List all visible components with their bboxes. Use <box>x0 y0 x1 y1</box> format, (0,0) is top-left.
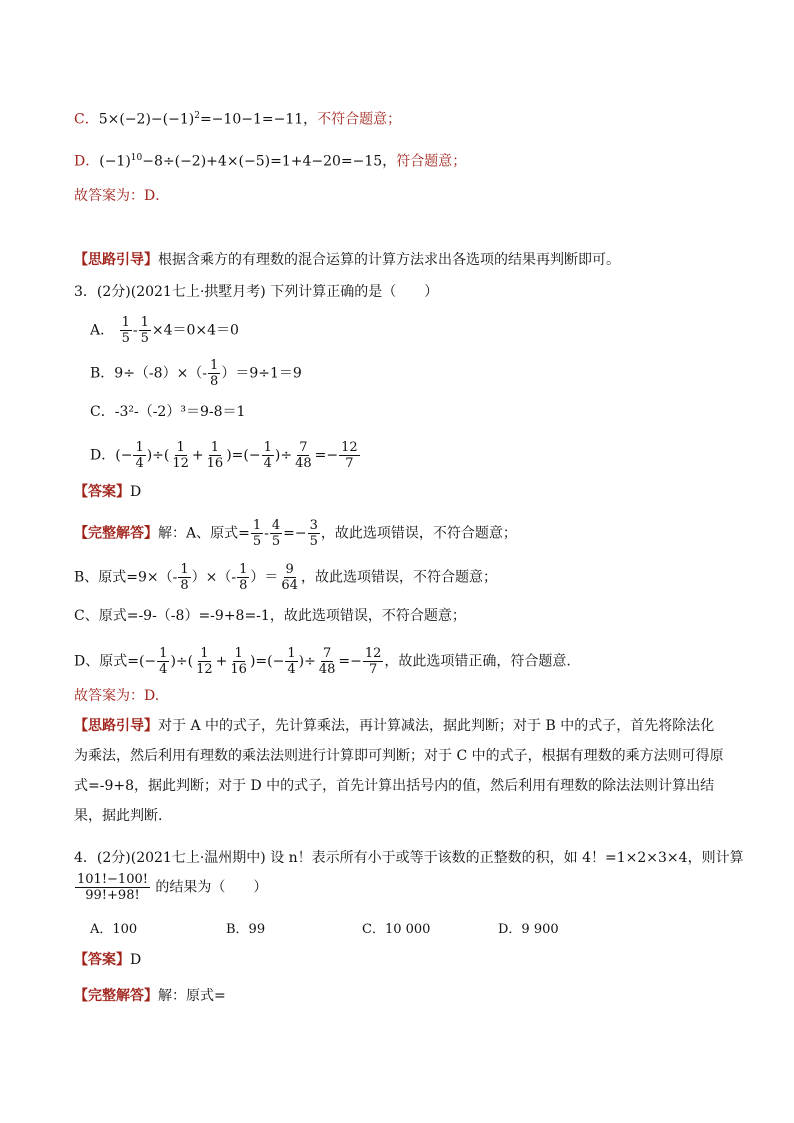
fraction: $\frac{1}{4}$ <box>287 646 296 677</box>
question-4-expression: $\frac{101!-100!}{99!+98!}$ 的结果为（ ） <box>77 872 268 903</box>
fraction: $\frac{12}{7}$ <box>364 646 382 677</box>
fraction: $\frac{1}{16}$ <box>206 440 224 471</box>
q3-solution-c: C、原式=-9-（-8）=-9+8=-1，故此选项错误，不符合题意； <box>74 608 466 624</box>
fraction: $\frac{101!-100!}{99!+98!}$ <box>77 872 148 903</box>
fraction: $\frac{1}{5}$ <box>252 518 262 549</box>
fraction: $\frac{9}{64}$ <box>281 562 298 593</box>
fraction: $\frac{1}{8}$ <box>180 562 189 593</box>
q4-choice-b: B．99 <box>226 922 266 937</box>
question-4-stem: 4．(2分)(2021七上·温州期中) 设 n！表示所有小于或等于该数的正整数的积，如 4！=1×2×3×4，则计算 <box>74 850 744 866</box>
q3-option-d: D．(− $\frac{1}{4}$ )÷( $\frac{1}{12}$ + $\frac{1}{16}$ )=(− $\frac{1}{4}$ )÷ $\frac{7}{48}$ =− $\frac{12}{7}$ <box>90 440 358 471</box>
q4-choice-c: C．10 000 <box>362 922 431 937</box>
q4-solution: 【完整解答】解：原式= <box>74 988 226 1004</box>
q4-choices <box>90 918 634 937</box>
fraction: $\frac{1}{12}$ <box>172 440 189 471</box>
fraction: $\frac{1}{5}$ <box>140 315 149 346</box>
fraction: $\frac{1}{8}$ <box>239 562 248 593</box>
fraction: $\frac{4}{5}$ <box>271 518 281 549</box>
fraction: $\frac{1}{12}$ <box>196 646 213 677</box>
q3-final-answer: 故答案为：D. <box>74 688 160 704</box>
q3-option-a: A． $\frac{1}{5}$ - $\frac{1}{5}$ ×4＝0×4＝0 <box>90 315 239 346</box>
q3-answer: 【答案】D <box>74 484 142 500</box>
q3-option-c: C．-3²-（-2）³＝9-8＝1 <box>90 404 246 420</box>
option-c-line: C．$5\times(-2)-(-1)^2=-10-1=-11$，不符合题意； <box>74 111 402 128</box>
fraction: $\frac{12}{7}$ <box>341 440 358 471</box>
fraction: $\frac{1}{4}$ <box>263 440 272 471</box>
fraction: $\frac{1}{4}$ <box>159 646 168 677</box>
q4-choice-d: D．9 900 <box>498 922 559 937</box>
fraction: $\frac{1}{4}$ <box>135 440 144 471</box>
fraction: $\frac{1}{5}$ <box>121 315 130 346</box>
fraction: $\frac{3}{5}$ <box>309 518 318 549</box>
q3-solution-d: D、原式=(− $\frac{1}{4}$ )÷( $\frac{1}{12}$ + $\frac{1}{16}$ )=(− $\frac{1}{4}$ )÷ $\frac{7}{48}$ =− $\frac{12}{7}$ ，故此选项错正确，符合题意. <box>74 646 571 677</box>
hint-line-1: 【思路引导】根据含乘方的有理数的混合运算的计算方法求出各选项的结果再判断即可。 <box>74 252 620 268</box>
q4-choice-a: A．100 <box>90 922 138 937</box>
fraction: $\frac{7}{48}$ <box>295 440 312 471</box>
q4-answer: 【答案】D <box>74 952 142 968</box>
option-d-line: D．$(-1)^{10}-8\div(-2)+4\times(-5)=1+4-20=-15$，符合题意； <box>74 153 467 170</box>
q3-solution-a: 【完整解答】解：A、原式= $\frac{1}{5}$ - $\frac{4}{5}$ =− $\frac{3}{5}$ ，故此选项错误，不符合题意； <box>74 518 517 549</box>
fraction: $\frac{7}{48}$ <box>318 646 336 677</box>
q3-solution-b: B、原式=9×（- $\frac{1}{8}$ ）×（- $\frac{1}{8}$ ）＝ $\frac{9}{64}$ ，故此选项错误，不符合题意； <box>74 562 497 593</box>
q3-hint: 【思路引导】对于 A 中的式子，先计算乘法，再计算减法，据此判断；对于 B 中的式子，首先将除法化为乘法，然后利用有理数的乘法法则进行计算即可判断；对于 C 中的式子，根据有理数的乘方法则可得原式=-9+8，据此判断；对于 D 中的式子，首先计算出括号内的值，然后利用有理数的除法法则计算出结果，据此判断. <box>74 718 724 824</box>
q3-option-b: B．9÷（-8）×（- $\frac{1}{8}$ ）＝9÷1＝9 <box>90 358 302 389</box>
fraction: $\frac{1}{16}$ <box>230 646 247 677</box>
answer-line-1: 故答案为：D． <box>74 188 170 204</box>
question-3-stem: 3．(2分)(2021七上·拱墅月考) 下列计算正确的是（ ） <box>74 284 439 300</box>
fraction: $\frac{1}{8}$ <box>210 358 219 389</box>
